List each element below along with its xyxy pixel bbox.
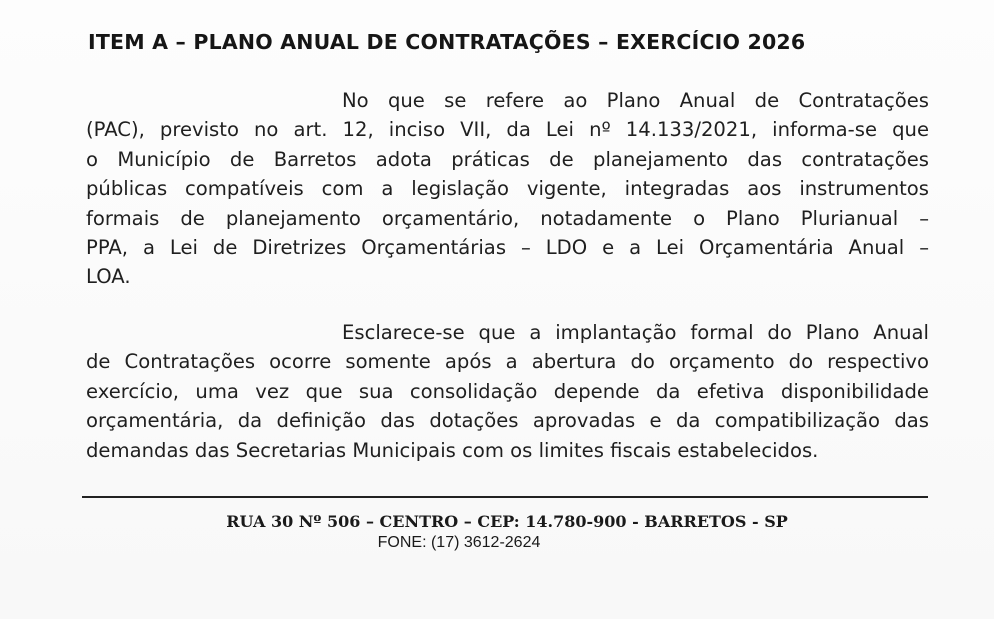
paragraph-line: No que se refere ao Plano Anual de Contratações <box>342 89 929 112</box>
paragraph-line: de Contratações ocorre somente após a abertura do orçamento do respectivo <box>86 350 929 374</box>
footer-phone-text: FONE: (17) 3612-2624 <box>377 534 541 551</box>
footer-phone <box>0 534 994 552</box>
document-title: ITEM A – PLANO ANUAL DE CONTRATAÇÕES – EXERCÍCIO 2026 <box>88 30 806 54</box>
paragraph-line: o Município de Barretos adota práticas de planejamento das contratações <box>86 147 929 171</box>
paragraph-line: LOA. <box>86 265 131 289</box>
paragraph-line: PPA, a Lei de Diretrizes Orçamentárias – LDO e a Lei Orçamentária Anual – <box>86 236 929 260</box>
paragraph-line: públicas compatíveis com a legislação vigente, integradas aos instrumentos <box>86 177 929 201</box>
paragraph-line: (PAC), previsto no art. 12, inciso VII, da Lei nº 14.133/2021, informa-se que <box>86 118 929 142</box>
paragraph-line: formais de planejamento orçamentário, notadamente o Plano Plurianual – <box>86 206 929 230</box>
paragraph-pac-implementation <box>86 318 929 465</box>
paragraph-pac-intro <box>86 86 929 292</box>
footer-divider <box>82 496 928 498</box>
footer-address <box>0 512 994 531</box>
paragraph-line: Esclarece-se que a implantação formal do Plano Anual <box>342 321 929 344</box>
paragraph-line: orçamentária, da definição das dotações aprovadas e da compatibilização das <box>86 409 929 433</box>
paragraph-line: exercício, uma vez que sua consolidação depende da efetiva disponibilidade <box>86 379 929 403</box>
footer-address-text: RUA 30 Nº 506 – CENTRO – CEP: 14.780-900 - BARRETOS - SP <box>226 512 788 531</box>
paragraph-line: demandas das Secretarias Municipais com os limites fiscais estabelecidos. <box>86 438 819 462</box>
